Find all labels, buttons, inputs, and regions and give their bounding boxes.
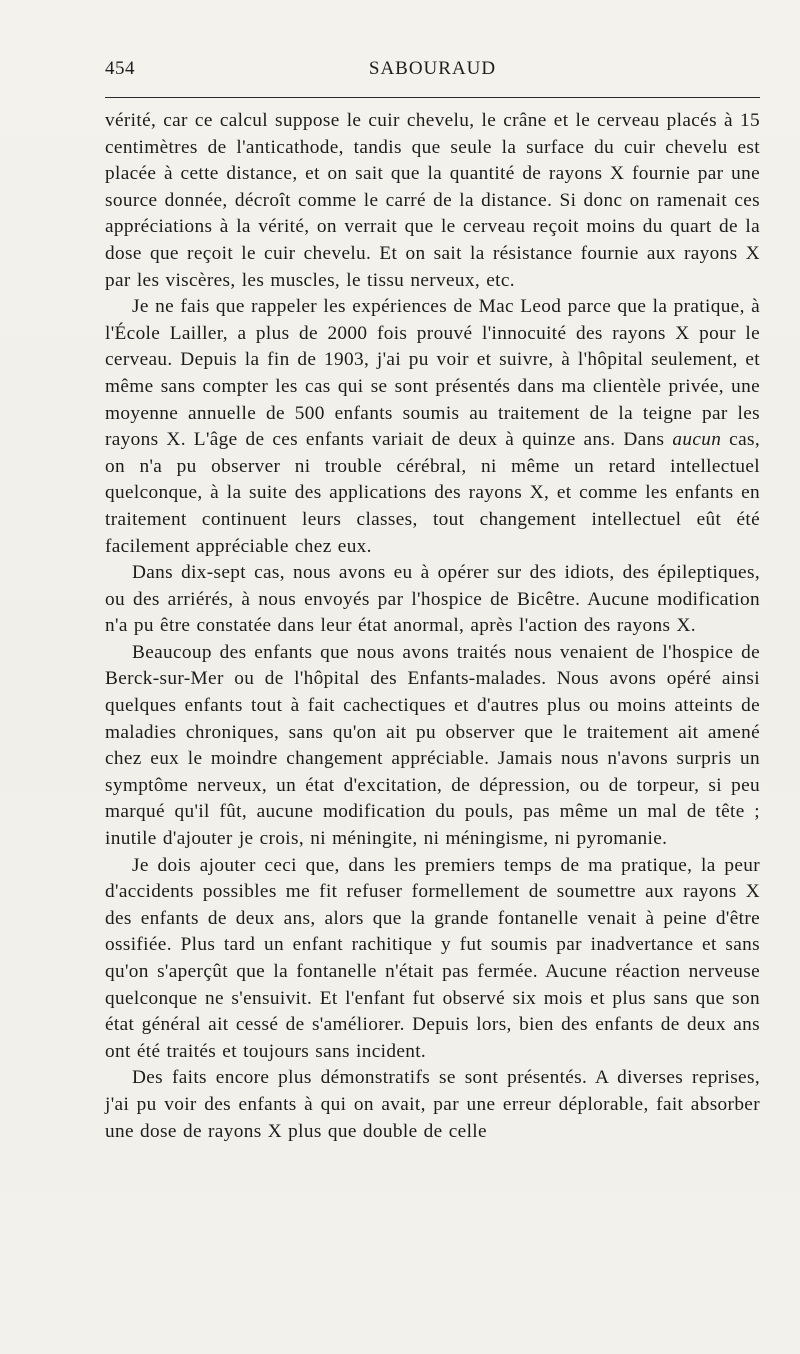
paragraph-6: Des faits encore plus démonstratifs se sont présentés. A diverses reprises, j'ai pu voir des enfants à qui on avait, par une erreur déplorable, fait absorber une dose de rayons X plus que double de celle xyxy=(105,1067,760,1142)
emphasis-aucun: aucun xyxy=(672,429,722,451)
page-header xyxy=(105,58,760,88)
paragraph-2-continuation: cas, on n'a pu observer ni trouble cérébral, ni même un retard intellectuel quelconque, à la suite des applications des rayons X, et comme les enfants en traitement continuent leurs classes, tout changement intellectuel eût été facilement appréciable chez eux. xyxy=(105,429,761,557)
page-number: 454 xyxy=(105,58,135,79)
header-rule xyxy=(105,97,760,98)
paragraph-5: Je dois ajouter ceci que, dans les premiers temps de ma pratique, la peur d'accidents possibles me fit refuser formellement de soumettre aux rayons X des enfants de deux ans, alors que la grande fontanelle venait à peine d'être ossifiée. Plus tard un enfant rachitique y fut soumis par inadvertance et sans qu'on s'aperçût que la fontanelle n'était pas fermée. Aucune réaction nerveuse quelconque ne s'ensuivit. Et l'enfant fut observé six mois et plus sans que son état général ait cessé de s'améliorer. Depuis lors, bien des enfants de deux ans ont été traités et toujours sans incident. xyxy=(105,854,760,1062)
paragraph-3: Dans dix-sept cas, nous avons eu à opérer sur des idiots, des épileptiques, ou des arriérés, à nous envoyés par l'hospice de Bicêtre. Aucune modification n'a pu être constatée dans leur état anormal, après l'action des rayons X. xyxy=(105,562,760,637)
paragraph-4: Beaucoup des enfants que nous avons traités nous venaient de l'hospice de Berck-sur-Mer ou de l'hôpital des Enfants-malades. Nous avons opéré ainsi quelques enfants tout à fait cachectiques et d'autres plus ou moins atteints de maladies chroniques, sans qu'on ait pu observer que le traitement ait amené chez eux le moindre changement appréciable. Jamais nous n'avons surpris un symptôme nerveux, un état d'excitation, de dépression, ou de torpeur, si peu marqué qu'il fût, aucune modification du pouls, pas même un mal de tête ; inutile d'ajouter je crois, ni méningite, ni méningisme, ni pyromanie. xyxy=(105,641,760,850)
paragraph-2-text: Je ne fais que rappeler les expériences de Mac Leod parce que la pratique, à l'École Lailler, a plus de 2000 fois prouvé l'innocuité des rayons X pour le cerveau. Depuis la fin de 1903, j'ai pu voir et suivre, à l'hôpital seulement, et même sans compter les cas qui se sont présentés dans ma clientèle privée, une moyenne annuelle de 500 enfants soumis au traitement de la teigne par les rayons X. L'âge de ces enfants variait de deux à quinze ans. Dans xyxy=(105,296,760,451)
paragraph-1: vérité, car ce calcul suppose le cuir chevelu, le crâne et le cerveau placés à 15 centimètres de l'anticathode, tandis que seule la surface du cuir chevelu est placée à cette distance, et on sait que la quantité de rayons X fournie par une source donnée, décroît comme le carré de la distance. Si donc on ramenait ces appréciations à la vérité, on verrait que le cerveau reçoit moins du quart de la dose que reçoit le cuir chevelu. Et on sait la résistance fournie aux rayons X par les viscères, les muscles, le tissu nerveux, etc. xyxy=(105,110,760,291)
paragraph-2 xyxy=(105,294,760,560)
running-head: SABOURAUD xyxy=(368,58,497,79)
body-text xyxy=(105,108,760,1145)
